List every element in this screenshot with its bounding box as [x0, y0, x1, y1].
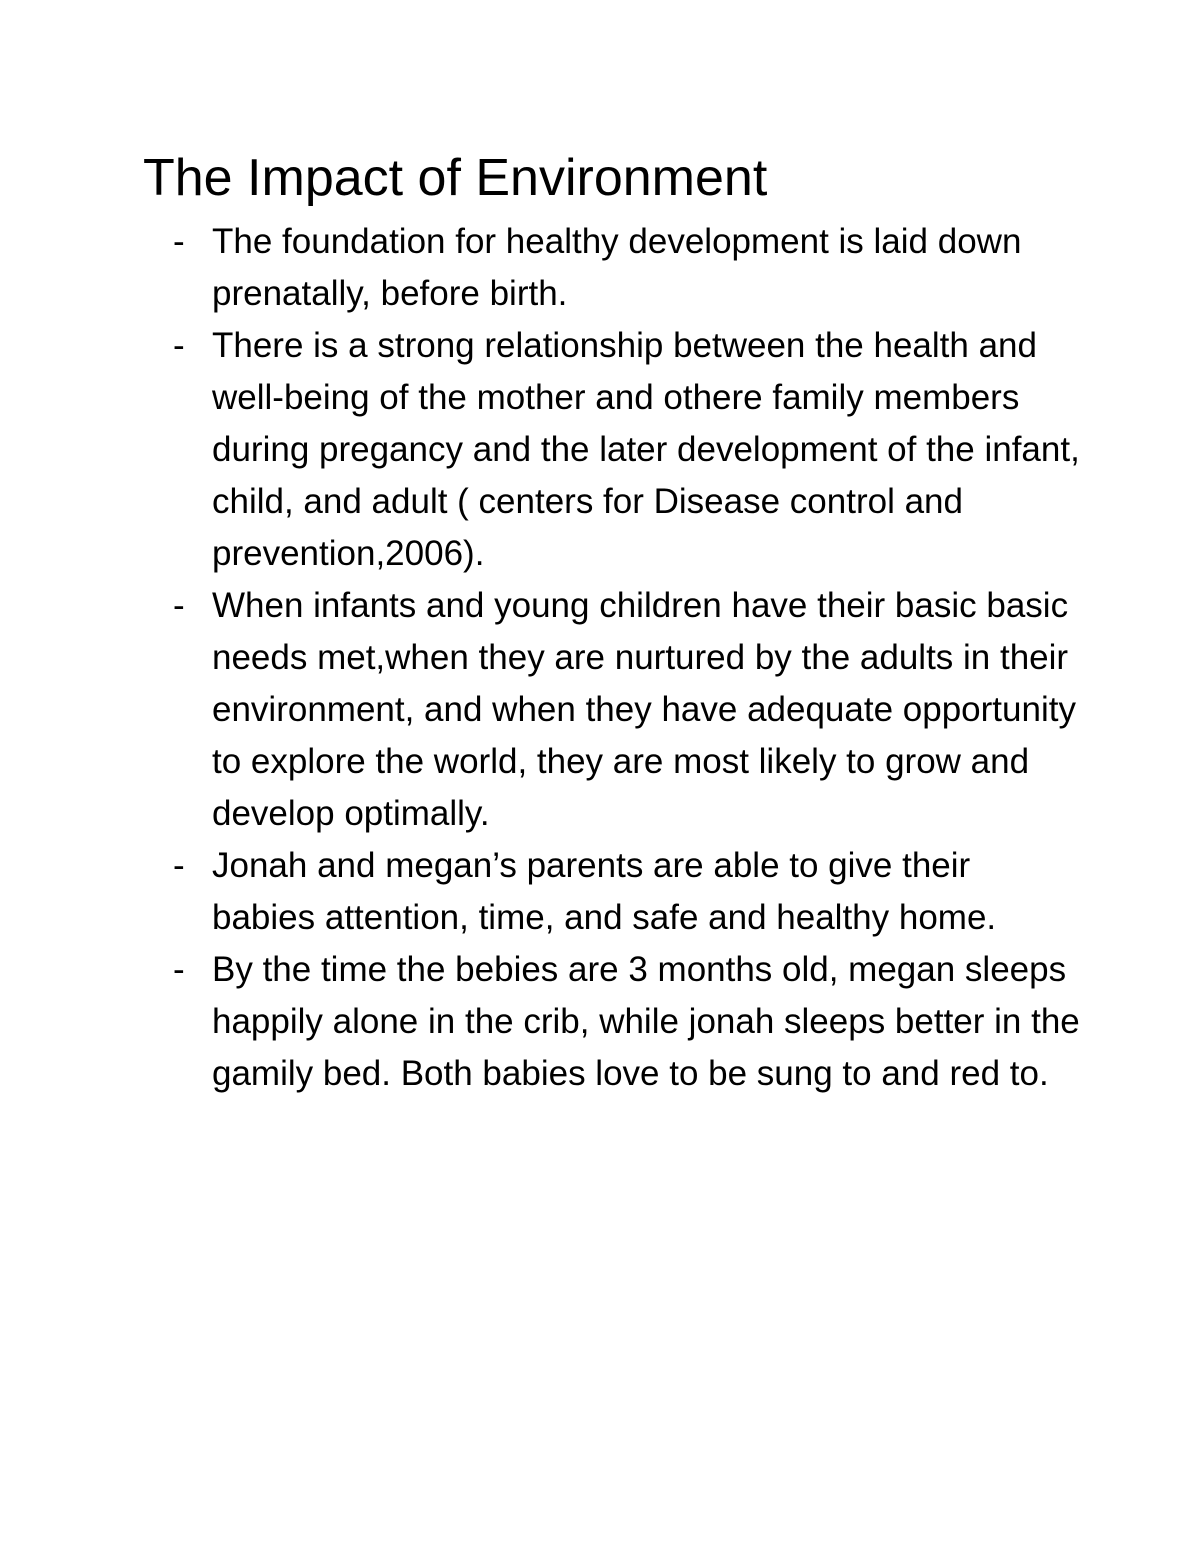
- bullet-text: There is a strong relationship between the health and well-being of the mother and othere family members during pregancy and the later development of the infant, child, and adult ( centers for Disease control and prevention,2006).: [212, 326, 1080, 573]
- bullet-item: [143, 840, 1083, 944]
- bullet-text: The foundation for healthy development is laid down prenatally, before birth.: [212, 222, 1022, 313]
- page-title: The Impact of Environment: [143, 149, 768, 207]
- bullet-text: When infants and young children have their basic basic needs met,when they are nurtured by the adults in their environment, and when they have adequate opportunity to explore the world, they are most likely to grow and develop optimally.: [212, 586, 1076, 833]
- bullet-dash: -: [173, 846, 185, 885]
- bullet-dash: -: [173, 950, 185, 989]
- bullet-text: By the time the bebies are 3 months old, megan sleeps happily alone in the crib, while jonah sleeps better in the gamily bed. Both babies love to be sung to and red to.: [212, 950, 1080, 1093]
- bullet-item: [143, 320, 1083, 580]
- bullet-item: [143, 216, 1083, 320]
- bullet-item: [143, 944, 1083, 1100]
- bullet-dash: -: [173, 326, 185, 365]
- bullet-text: Jonah and megan’s parents are able to give their babies attention, time, and safe and healthy home.: [212, 846, 997, 937]
- bullet-dash: -: [173, 586, 185, 625]
- bullet-item: [143, 580, 1083, 840]
- bullet-dash: -: [173, 222, 185, 261]
- bullet-list: [143, 216, 1083, 1100]
